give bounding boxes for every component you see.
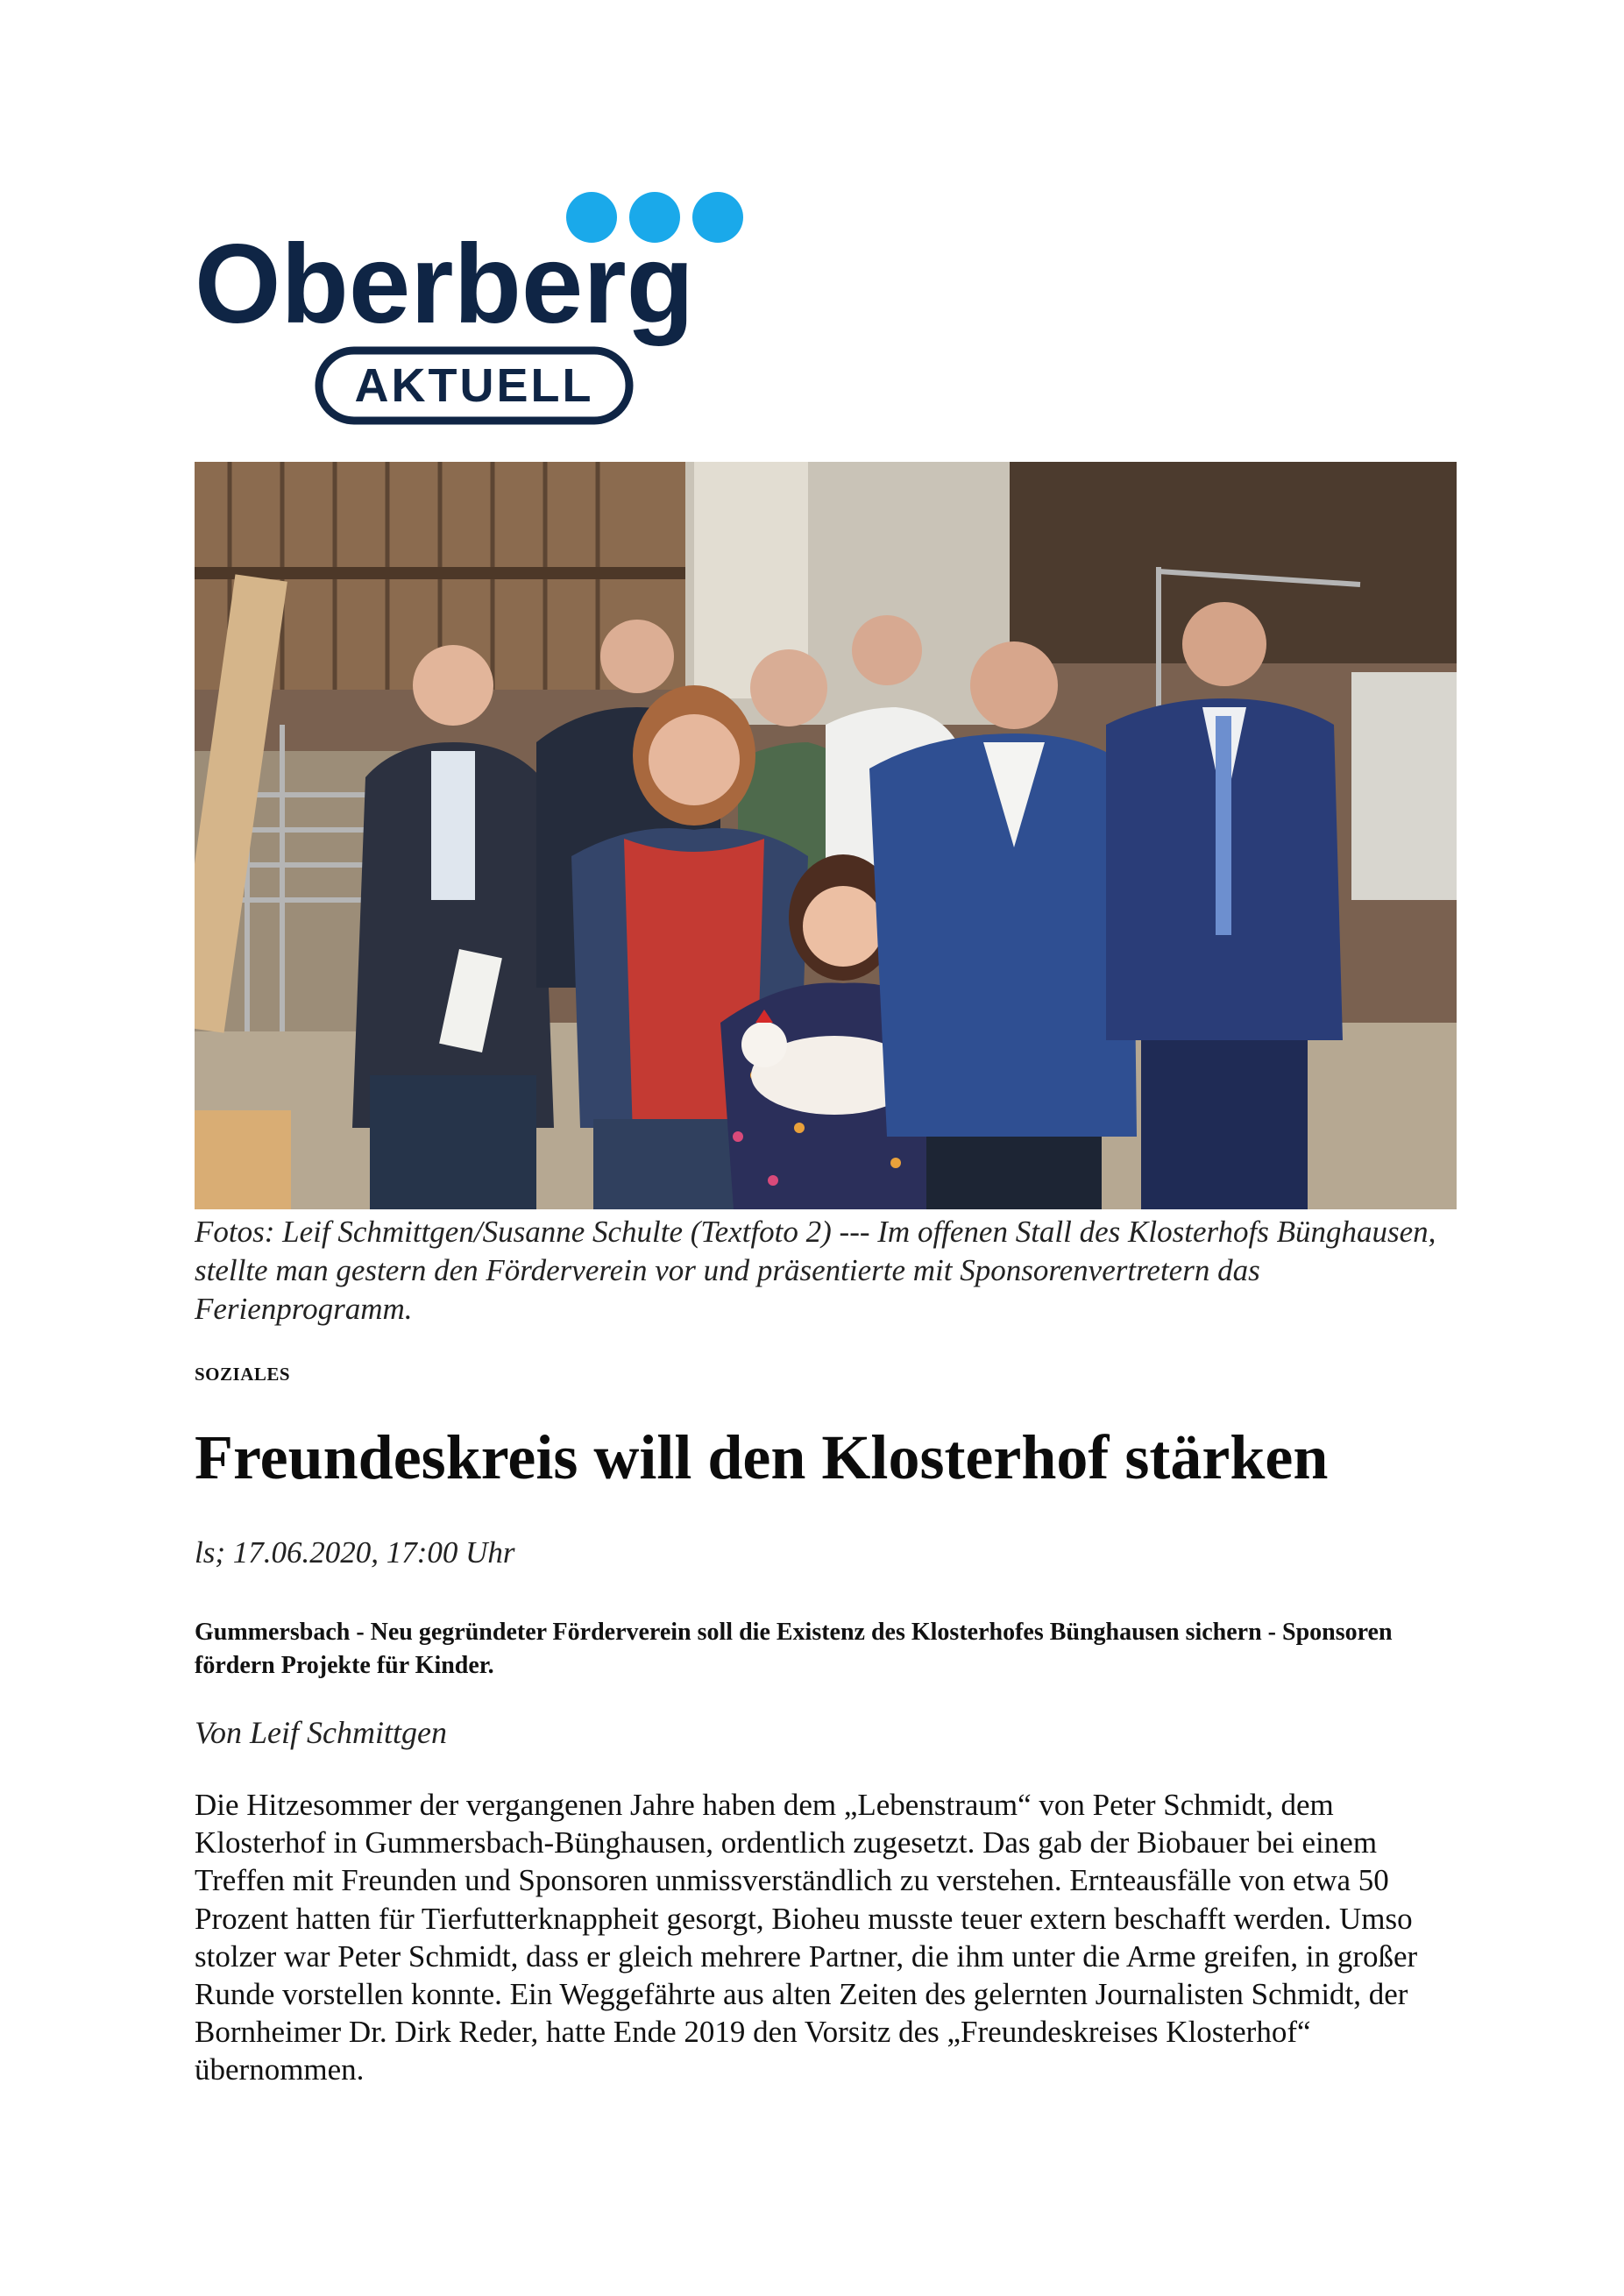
article-photo bbox=[195, 462, 1457, 1209]
logo-dot-3 bbox=[692, 192, 743, 243]
article-dateline: ls; 17.06.2020, 17:00 Uhr bbox=[195, 1535, 515, 1570]
article-body bbox=[195, 1786, 1457, 2089]
article-author: Von Leif Schmittgen bbox=[195, 1715, 447, 1750]
article-headline: Freundeskreis will den Klosterhof stärken bbox=[195, 1422, 1329, 1492]
article-body-paragraph: Die Hitzesommer der vergangenen Jahre haben dem „Lebenstraum“ von Peter Schmidt, dem Klosterhof in Gummersbach-Bünghausen, ordentlich zugesetzt. Das gab der Biobauer bei einem Treffen mit Freunden und Sponsoren unmissverständlich zu verstehen. Ernteausfälle von etwa 50 Prozent hatten für Tierfutterknappheit gesorgt, Bioheu musste teuer extern beschafft werden. Umso stolzer war Peter Schmidt, dass er gleich mehrere Partner, die ihm unter die Arme greifen, in großer Runde vorstellen konnte. Ein Weggefährte aus alten Zeiten des gelernten Journalisten Schmidt, der Bornheimer Dr. Dirk Reder, hatte Ende 2019 den Vorsitz des „Freundeskreises Klosterhof“ übernommen. bbox=[195, 1788, 1418, 2087]
logo-badge-text: AKTUELL bbox=[354, 359, 594, 412]
photo-group-in-barn-illustration bbox=[195, 462, 1457, 1209]
logo-word: Oberberg bbox=[195, 222, 694, 347]
photo-caption: Fotos: Leif Schmittgen/Susanne Schulte (Textfoto 2) --- Im offenen Stall des Klosterhofs Bünghausen, stellte man gestern den Förderverein vor und präsentierte mit Sponsorenvertretern das Ferienprogramm. bbox=[195, 1215, 1436, 1326]
article-lead: Gummersbach - Neu gegründeter Förderverein soll die Existenz des Klosterhofes Bünghausen sichern - Sponsoren fördern Projekte für Kinder. bbox=[195, 1619, 1393, 1679]
article-rubric: SOZIALES bbox=[195, 1364, 291, 1385]
logo-graphic bbox=[195, 191, 755, 428]
oberberg-aktuell-logo bbox=[195, 191, 755, 428]
